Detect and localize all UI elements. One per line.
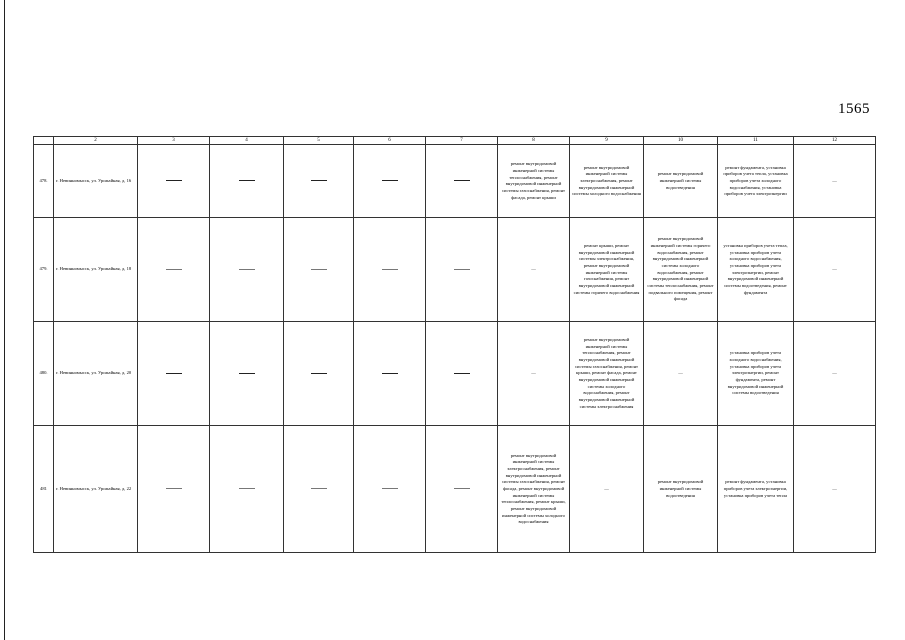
dash-line [166,373,182,374]
dash-line [454,269,470,270]
column-header: 12 [794,137,876,145]
work-col10: ремонт внутридомовой инженерной системы горячего водоснабжения, ремонт внутридомовой инженерной системы холодного водоснабжения, ремонт внутридомовой инженерной системы теплоснабжения, ремонт подвального помещения, ремонт фасада [644,218,718,322]
dash-line [454,373,470,374]
dash-line [239,180,255,181]
column-header: 2 [54,137,138,145]
dash-line [382,180,398,181]
column-header: 11 [718,137,794,145]
column-header: 5 [284,137,354,145]
work-col8: ремонт внутридомовой инженерной системы электроснабжения, ремонт внутридомовой инженерной системы газоснабжения, ремонт фасада, ремонт внутридомовой инженерной системы теплоснабжения, ремонт крыши, ремонт внутридомовой инженерной системы холодного водоснабжения [498,426,570,553]
row-number: 480. [34,322,54,426]
work-col8: — [498,322,570,426]
work-col9: ремонт внутридомовой инженерной системы электроснабжения, ремонт внутридомовой инженерной системы холодного водоснабжения [570,145,644,218]
column-header: 4 [210,137,284,145]
empty-cell [354,426,426,553]
empty-cell [354,145,426,218]
empty-cell [210,322,284,426]
work-col9: — [570,426,644,553]
empty-cell [284,218,354,322]
row-number: 478. [34,145,54,218]
dash-line [382,269,398,270]
work-col8: — [498,218,570,322]
column-number-row [34,137,876,145]
work-col12: — [794,145,876,218]
dash-line [382,488,398,489]
page-number: 1565 [838,101,870,117]
column-header: 7 [426,137,498,145]
empty-cell [138,322,210,426]
work-col12: — [794,218,876,322]
table-row [34,218,876,322]
empty-cell [210,145,284,218]
empty-cell [138,145,210,218]
column-header: 9 [570,137,644,145]
work-col10: ремонт внутридомовой инженерной системы водоотведения [644,145,718,218]
empty-cell [284,145,354,218]
address: г. Невинномысск, ул. Урожайная, д. 18 [54,218,138,322]
table-row [34,322,876,426]
row-number: 481 [34,426,54,553]
address: г. Невинномысск, ул. Урожайная, д. 16 [54,145,138,218]
empty-cell [354,218,426,322]
work-col10: — [644,322,718,426]
row-number: 479. [34,218,54,322]
dash-line [239,269,255,270]
table-row [34,426,876,553]
address: г. Невинномысск, ул. Урожайная, д. 20 [54,322,138,426]
column-header: 10 [644,137,718,145]
empty-cell [210,426,284,553]
empty-cell [426,145,498,218]
capital-repair-table [33,136,876,553]
dash-line [454,180,470,181]
dash-line [239,373,255,374]
column-header: 3 [138,137,210,145]
dash-line [166,269,182,270]
dash-line [166,180,182,181]
address: г. Невинномысск, ул. Урожайная, д. 22 [54,426,138,553]
dash-line [311,269,327,270]
empty-cell [354,322,426,426]
empty-cell [210,218,284,322]
dash-line [166,488,182,489]
empty-cell [138,218,210,322]
work-col9: ремонт внутридомовой инженерной системы теплоснабжения, ремонт внутридомовой инженерной системы газоснабжения, ремонт крыши, ремонт фасада, ремонт внутридомовой инженерной системы холодного водоснабжения, ремонт внутридомовой инженерной системы электроснабжения [570,322,644,426]
work-col9: ремонт крыши, ремонт внутридомовой инженерной системы электроснабжения, ремонт внутридомовой инженерной системы газоснабжения, ремонт внутридомовой инженерной системы горячего водоснабжения [570,218,644,322]
work-col11: установка приборов учета тепла, установка приборов учета холодного водоснабжения, установка приборов учета электроэнергии, ремонт внутридомовой инженерной системы водоотведения, ремонт фундамента [718,218,794,322]
work-col12: — [794,322,876,426]
work-col11: ремонт фундамента, установка приборов учета электроэнергии, установка приборов учета тепла [718,426,794,553]
dash-line [311,180,327,181]
work-col8: ремонт внутридомовой инженерной системы теплоснабжения, ремонт внутридомовой инженерной системы газоснабжения, ремонт фасада, ремонт крыши [498,145,570,218]
work-col12: — [794,426,876,553]
empty-cell [426,218,498,322]
column-header: 6 [354,137,426,145]
dash-line [454,488,470,489]
dash-line [311,488,327,489]
work-col11: установка приборов учета холодного водоснабжения, установка приборов учета электроэнергии, ремонт фундамента, ремонт внутридомовой инженерной системы водоотведения [718,322,794,426]
dash-line [239,488,255,489]
left-margin-line [4,0,5,640]
table-row [34,145,876,218]
empty-cell [138,426,210,553]
empty-cell [426,426,498,553]
column-header [34,137,54,145]
work-col10: ремонт внутридомовой инженерной системы водоотведения [644,426,718,553]
work-col11: ремонт фундамента, установка приборов учета тепла, установка приборов учета холодного водоснабжения, установка приборов учета электроэнергии [718,145,794,218]
dash-line [382,373,398,374]
empty-cell [284,426,354,553]
empty-cell [426,322,498,426]
dash-line [311,373,327,374]
column-header: 8 [498,137,570,145]
empty-cell [284,322,354,426]
